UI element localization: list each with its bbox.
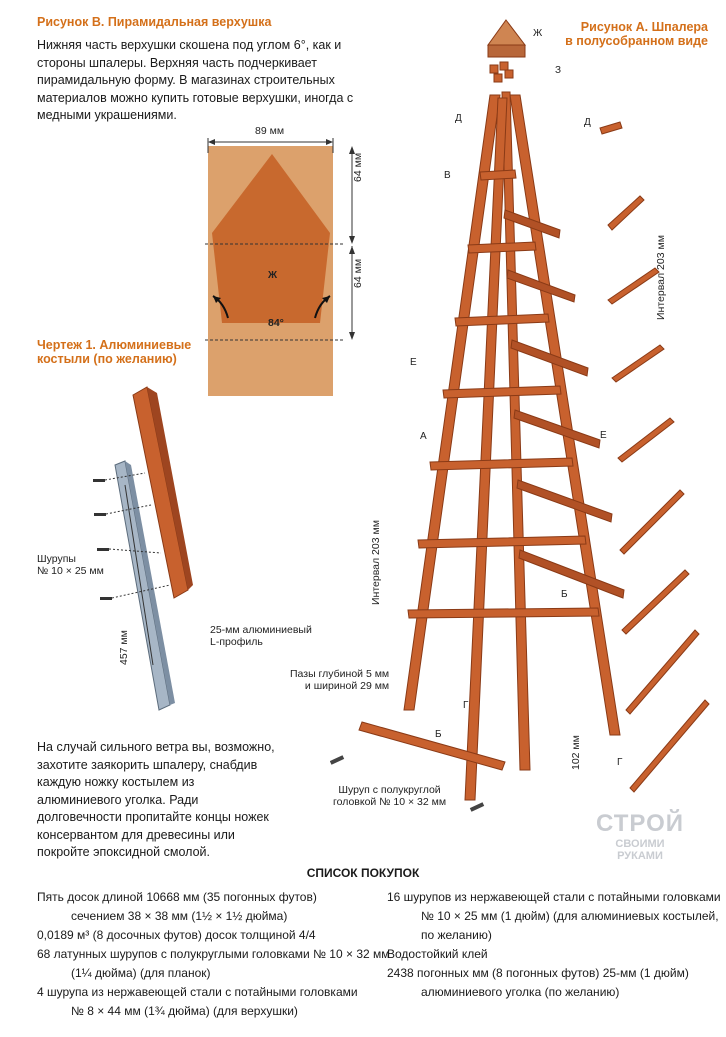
- figure-b-description: Нижняя часть верхушки скошена под углом 6°, как и стороны шпалеры. Верхняя часть подчеркивает пирамидальную форму. В магазинах строительных материалов можно купить готовые верхушки, иногда с медными украшениями.: [37, 38, 354, 122]
- part-label-zh: Ж: [268, 270, 278, 281]
- interval-label-right: Интервал 203 мм: [655, 235, 667, 320]
- letter-a: А: [420, 431, 427, 442]
- letter-d: Д: [455, 113, 462, 124]
- letter-e: Е: [410, 357, 417, 368]
- grooves-label: Пазы глубиной 5 мм и шириной 29 мм: [290, 668, 390, 692]
- drawing-1-title: Чертеж 1. Алюминиевые костыли (по желанию): [37, 338, 192, 366]
- letter-b: Б: [561, 589, 568, 600]
- stake-note: На случай сильного ветра вы, возможно, захотите заякорить шпалеру, снабдив каждую ножку костылем из алюминиевого уголка. Ради долговечности пропитайте концы ножек консервантом для древесины или покройте эпоксидной смолой.: [37, 740, 275, 859]
- profile-label: 25-мм алюминиевый L-профиль: [210, 624, 312, 648]
- letter-d-2: Д: [584, 117, 591, 128]
- angle-label: 84°: [268, 317, 284, 329]
- screw-label: Шуруп с полукруглой головкой № 10 × 32 мм: [333, 784, 447, 808]
- letter-zh: Ж: [533, 28, 543, 39]
- height-102-label: 102 мм: [570, 735, 582, 770]
- letter-v: В: [444, 170, 451, 181]
- letter-b-2: Б: [435, 729, 442, 740]
- height-top-label: 64 мм: [352, 152, 364, 182]
- watermark: СТРОЙ СВОИМИ РУКАМИ: [595, 810, 684, 862]
- letter-g: Г: [463, 700, 469, 711]
- trellis-drawing: [330, 10, 715, 830]
- figure-a-title: Рисунок А. Шпалера в полусобранном виде: [565, 20, 708, 48]
- length-label: 457 мм: [118, 630, 130, 665]
- finial: [488, 20, 525, 45]
- screws-label: Шурупы № 10 × 25 мм: [37, 553, 104, 577]
- leg-front: [465, 98, 507, 800]
- height-bottom-label: 64 мм: [352, 258, 364, 288]
- figure-b-title: Рисунок В. Пирамидальная верхушка: [37, 15, 272, 29]
- letter-e-2: Е: [600, 430, 607, 441]
- shopping-list-right: 16 шурупов из нержавеющей стали с потайными головками № 10 × 25 мм (1 дюйм) (для алюминиевых костылей, по желанию) Водостойкий клей 2438 погонных мм (8 погонных футов) 25-мм (1 дюйм) алюминиевого уголка (по желанию): [387, 890, 721, 999]
- shopping-list-title: СПИСОК ПОКУПОК: [306, 866, 420, 880]
- shopping-list-left: Пять досок длиной 10668 мм (35 погонных футов) сечением 38 × 38 мм (1½ × 1½ дюйма) 0,0189 м³ (8 досочных футов) досок толщиной 4/4 68 латунных шурупов с полукруглыми головками № 10 × 32 мм (1¼ дюйма) (для планок) 4 шурупа из нержавеющей стали с потайными головками № 8 × 44 мм (1¾ дюйма) (для верхушки): [37, 890, 390, 1018]
- letter-z: З: [555, 65, 562, 76]
- interval-label-left: Интервал 203 мм: [370, 520, 382, 605]
- width-label: 89 мм: [255, 125, 285, 137]
- letter-g-2: Г: [617, 757, 623, 768]
